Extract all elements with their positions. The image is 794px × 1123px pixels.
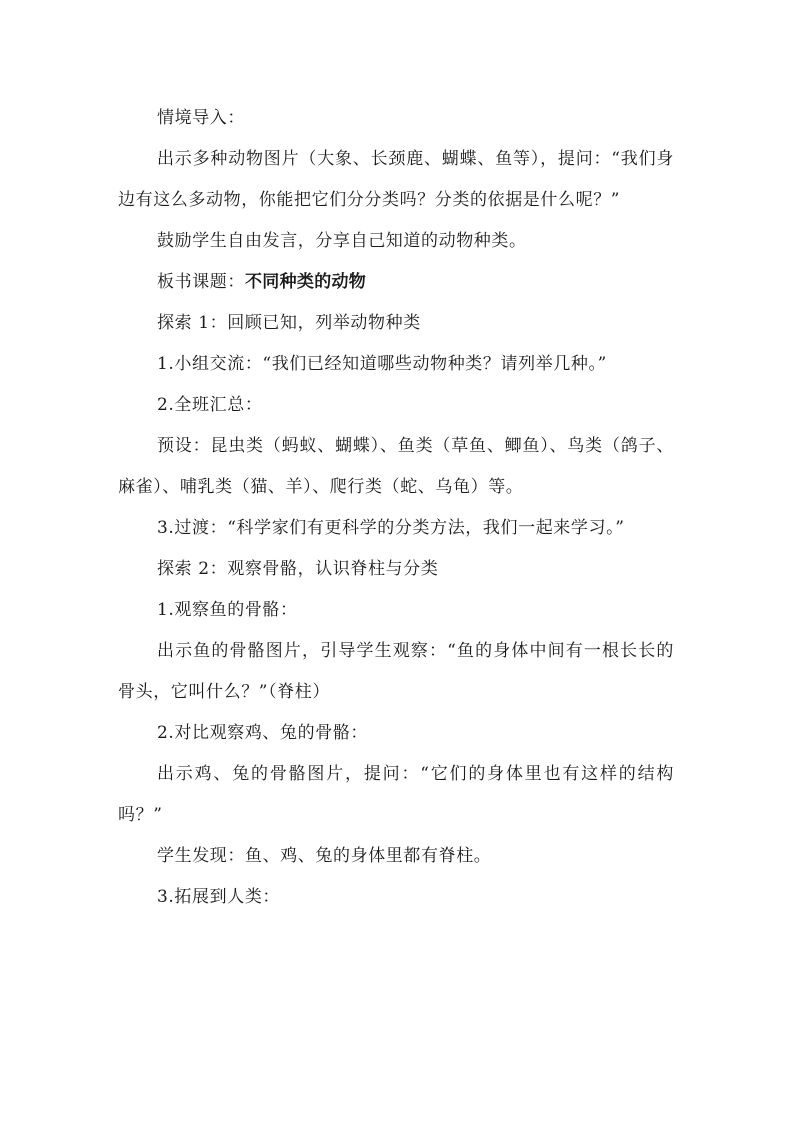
paragraph-compare-skeletons: 2.对比观察鸡、兔的骨骼：: [157, 723, 369, 743]
lesson-title-label: 板书课题：: [157, 272, 245, 292]
document-body: [118, 98, 674, 918]
paragraph-extend-humans: 3.拓展到人类：: [157, 887, 281, 907]
paragraph-group-discussion: 1.小组交流：“我们已经知道哪些动物种类？请列举几种。”: [157, 354, 607, 374]
paragraph-student-discovery: 学生发现：鱼、鸡、兔的身体里都有脊柱。: [157, 846, 492, 866]
paragraph-explore-1-heading: 探索 1：回顾已知，列举动物种类: [157, 313, 421, 333]
lesson-title-text: 不同种类的动物: [245, 272, 367, 292]
paragraph-preset-answers: 预设：昆虫类（蚂蚁、蝴蝶）、鱼类（草鱼、鲫鱼）、鸟类（鸽子、麻雀）、哺乳类（猫、羊）、爬行类（蛇、乌龟）等。: [118, 436, 674, 497]
paragraph-chicken-rabbit-question: 出示鸡、兔的骨骼图片，提问：“它们的身体里也有这样的结构吗？”: [118, 764, 674, 825]
paragraph-encourage: 鼓励学生自由发言，分享自己知道的动物种类。: [157, 231, 527, 251]
paragraph-explore-2-heading: 探索 2：观察骨骼，认识脊柱与分类: [157, 559, 439, 579]
paragraph-transition: 3.过渡：“科学家们有更科学的分类方法，我们一起来学习。”: [157, 518, 625, 538]
paragraph-intro-heading: 情境导入：: [157, 108, 245, 128]
paragraph-class-summary: 2.全班汇总：: [157, 395, 263, 415]
paragraph-intro-question: 出示多种动物图片（大象、长颈鹿、蝴蝶、鱼等），提问：“我们身边有这么多动物，你能把它们分分类吗？分类的依据是什么呢？”: [118, 149, 674, 210]
paragraph-observe-fish: 1.观察鱼的骨骼：: [157, 600, 298, 620]
paragraph-fish-skeleton: 出示鱼的骨骼图片，引导学生观察：“鱼的身体中间有一根长长的骨头，它叫什么？”（脊柱）: [118, 641, 674, 702]
paragraph-lesson-title: [118, 262, 674, 303]
